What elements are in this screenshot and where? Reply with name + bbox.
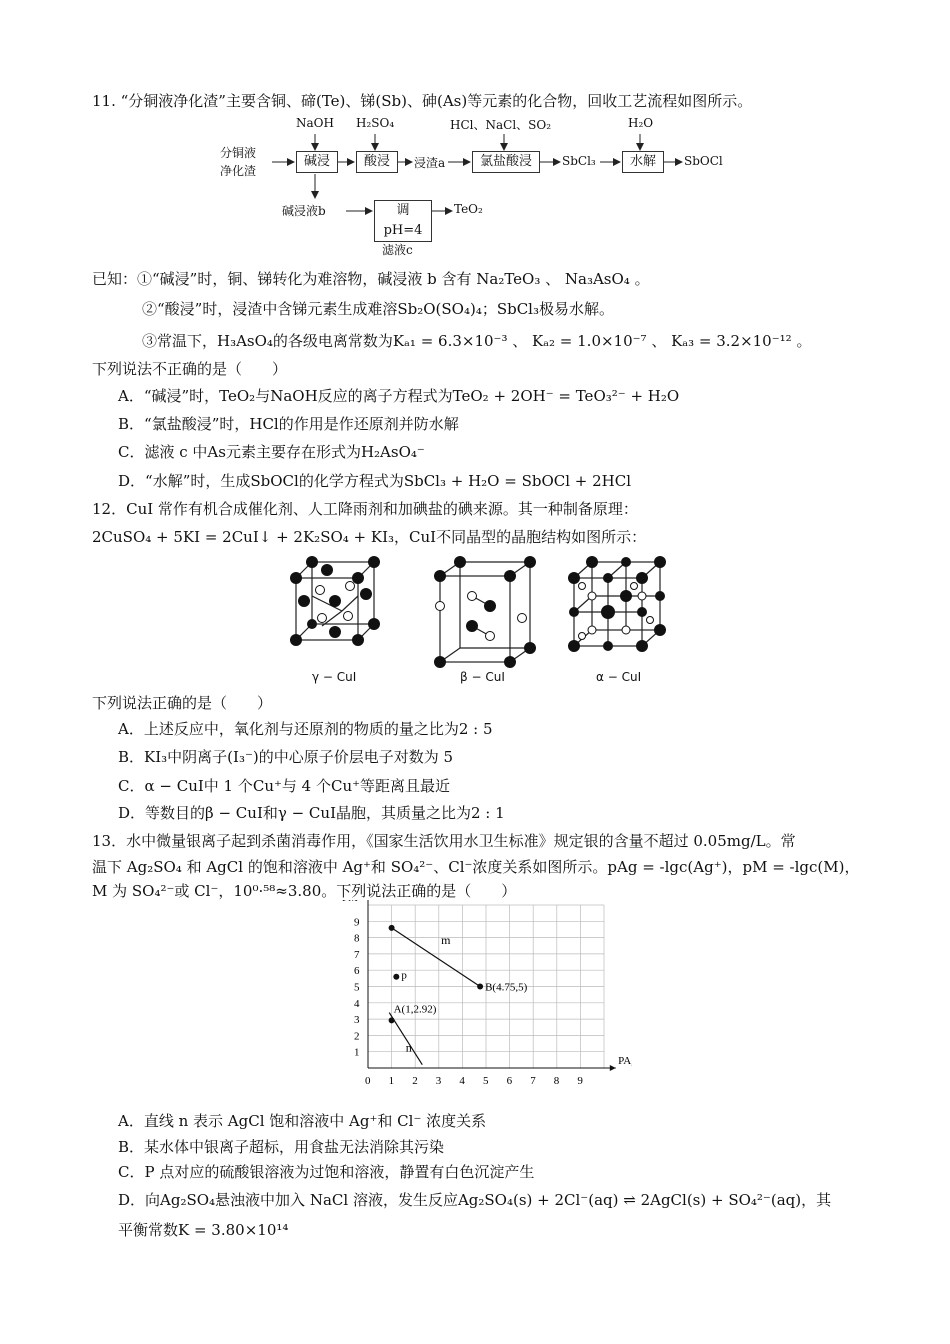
y-tick-label: 1 <box>354 1046 360 1059</box>
y-tick-label: 4 <box>354 997 360 1010</box>
q11-option-c: C．滤液 c 中As元素主要存在形式为H₂AsO₄⁻ <box>118 443 425 461</box>
q13-option-d-cont: 平衡常数K = 3.80×10¹⁴ <box>118 1221 289 1239</box>
flow-sbocl: SbOCl <box>684 154 723 168</box>
q11-option-d: D．“水解”时，生成SbOCl的化学方程式为SbCl₃ + H₂O = SbOCl + 2HCl <box>118 472 632 490</box>
y-tick-label: 5 <box>354 981 360 994</box>
flow-teo2: TeO₂ <box>454 202 483 216</box>
crystal-structures <box>282 556 682 686</box>
q11-known-2: ②“酸浸”时，浸渣中含锑元素生成难溶Sb₂O(SO₄)₄；SbCl₃极易水解。 <box>142 300 614 318</box>
series-label-m: m <box>441 933 451 948</box>
q13-option-a: A．直线 n 表示 AgCl 饱和溶液中 Ag⁺和 Cl⁻ 浓度关系 <box>118 1112 487 1130</box>
y-axis-label <box>342 900 358 904</box>
caption-beta-cui: β − CuI <box>460 670 505 684</box>
y-tick-label: 3 <box>354 1014 360 1027</box>
q11-known-3: ③常温下，H₃AsO₄的各级电离常数为Kₐ₁ = 6.3×10⁻³ 、 Kₐ₂ = 1.0×10⁻⁷ 、 Kₐ₃ = 3.2×10⁻¹² 。 <box>142 332 812 350</box>
flow-box-chloride-acid-leach: 氯盐酸浸 <box>472 151 540 173</box>
flow-box-adjust-ph: 调pH=4 <box>374 200 432 242</box>
q13-option-d: D．向Ag₂SO₄悬浊液中加入 NaCl 溶液，发生反应Ag₂SO₄(s) + 2Cl⁻(aq) ⇌ 2AgCl(s) + SO₄²⁻(aq)，其 <box>118 1191 832 1209</box>
q13-chart <box>332 900 632 1106</box>
flow-reagent-naoh: NaOH <box>296 116 334 130</box>
data-point <box>389 1017 395 1023</box>
x-tick-label: 9 <box>577 1075 583 1087</box>
x-tick-label: 6 <box>506 1075 513 1087</box>
y-tick-label: 8 <box>354 932 360 945</box>
x-tick-label: 8 <box>553 1075 560 1087</box>
q12-crystal-figures <box>282 556 682 686</box>
data-point <box>477 984 483 990</box>
y-tick-label: 2 <box>354 1030 360 1043</box>
caption-gamma-cui: γ − CuI <box>312 670 357 684</box>
q13-stem-2: 温下 Ag₂SO₄ 和 AgCl 的饱和溶液中 Ag⁺和 SO₄²⁻、Cl⁻浓度关系如图所示。pAg = -lgc(Ag⁺)，pM = -lgc(M)， <box>92 858 860 876</box>
x-tick-label: 7 <box>530 1075 536 1087</box>
q13-option-b: B．某水体中银离子超标，用食盐无法消除其污染 <box>118 1138 445 1156</box>
point-label: B(4.75,5) <box>485 981 528 994</box>
flow-filtrate-c: 滤液c <box>382 243 413 257</box>
flow-alkali-liquor-b: 碱浸液b <box>282 204 326 218</box>
x-axis-label: PA <box>618 1055 632 1067</box>
chart-svg <box>332 900 632 1106</box>
x-tick-label: 0 <box>365 1075 371 1087</box>
flow-arrows <box>220 114 740 262</box>
x-tick-label: 4 <box>459 1075 465 1087</box>
flow-box-alkali-leach: 碱浸 <box>296 151 338 173</box>
y-tick-label: 6 <box>354 965 360 978</box>
flow-box-acid-leach: 酸浸 <box>356 151 398 173</box>
q11-ask: 下列说法不正确的是（ ） <box>92 360 288 378</box>
x-tick-label: 3 <box>435 1075 442 1087</box>
x-tick-label: 1 <box>388 1075 395 1087</box>
y-tick-label: 9 <box>354 916 360 929</box>
alpha-cui-cell <box>574 562 660 646</box>
data-point-m-start <box>389 925 395 931</box>
x-tick-label: 2 <box>412 1075 418 1087</box>
q12-option-d: D．等数目的β − CuI和γ − CuI晶胞，其质量之比为2 : 1 <box>118 804 505 822</box>
series-label-n: n <box>405 1040 412 1055</box>
flow-reagent-h2o: H₂O <box>628 116 654 130</box>
y-tick-label: 7 <box>354 948 360 961</box>
point-label: A(1,2.92) <box>393 1003 437 1016</box>
point-label: p <box>401 969 407 982</box>
q11-flowchart <box>220 114 740 262</box>
q12-ask: 下列说法正确的是（ ） <box>92 694 273 712</box>
flow-reagent-h2so4: H₂SO₄ <box>356 116 395 130</box>
flow-box-hydrolysis: 水解 <box>622 151 664 173</box>
data-point <box>393 974 399 980</box>
beta-cui-cell <box>440 562 530 662</box>
q13-option-c: C．P 点对应的硫酸银溶液为过饱和溶液，静置有白色沉淀产生 <box>118 1163 535 1181</box>
q11-option-b: B．“氯盐酸浸”时，HCl的作用是作还原剂并防水解 <box>118 415 459 433</box>
q11-stem: 11. “分铜液净化渣”主要含铜、碲(Te)、锑(Sb)、砷(As)等元素的化合物，回收工艺流程如图所示。 <box>92 92 753 110</box>
x-tick-label: 5 <box>483 1075 489 1087</box>
q13-stem-3: M 为 SO₄²⁻或 Cl⁻，10⁰·⁵⁸≈3.80。下列说法正确的是（ ） <box>92 882 517 900</box>
q12-option-c: C．α − CuI中 1 个Cu⁺与 4 个Cu⁺等距离且最近 <box>118 777 451 795</box>
q12-equation: 2CuSO₄ + 5KI = 2CuI↓ + 2K₂SO₄ + KI₃，CuI不同晶型的晶胞结构如图所示： <box>92 528 647 546</box>
caption-alpha-cui: α − CuI <box>596 670 642 684</box>
q12-option-a: A．上述反应中，氧化剂与还原剂的物质的量之比为2 : 5 <box>118 720 493 738</box>
q11-option-a: A．“碱浸”时，TeO₂与NaOH反应的离子方程式为TeO₂ + 2OH⁻ = TeO₃²⁻ + H₂O <box>118 387 680 405</box>
flow-sbcl3: SbCl₃ <box>562 154 596 168</box>
x-axis-arrow <box>610 1065 616 1071</box>
q11-known-1: 已知：①“碱浸”时，铜、锑转化为难溶物，碱浸液 b 含有 Na₂TeO₃ 、 Na₃AsO₄ 。 <box>92 270 650 288</box>
flow-residue-a: 浸渣a <box>414 156 446 170</box>
q12-stem: 12．CuI 常作有机合成催化剂、人工降雨剂和加碘盐的碘来源。其一种制备原理： <box>92 500 638 518</box>
q12-option-b: B．KI₃中阴离子(I₃⁻)的中心原子价层电子对数为 5 <box>118 748 454 766</box>
q13-stem-1: 13．水中微量银离子起到杀菌消毒作用，《国家生活饮用水卫生标准》规定银的含量不超过 0.05mg/L。常 <box>92 832 796 850</box>
flow-reagent-hcl: HCl、NaCl、SO₂ <box>450 118 552 132</box>
flow-start-label: 分铜液 净化渣 <box>220 146 257 178</box>
